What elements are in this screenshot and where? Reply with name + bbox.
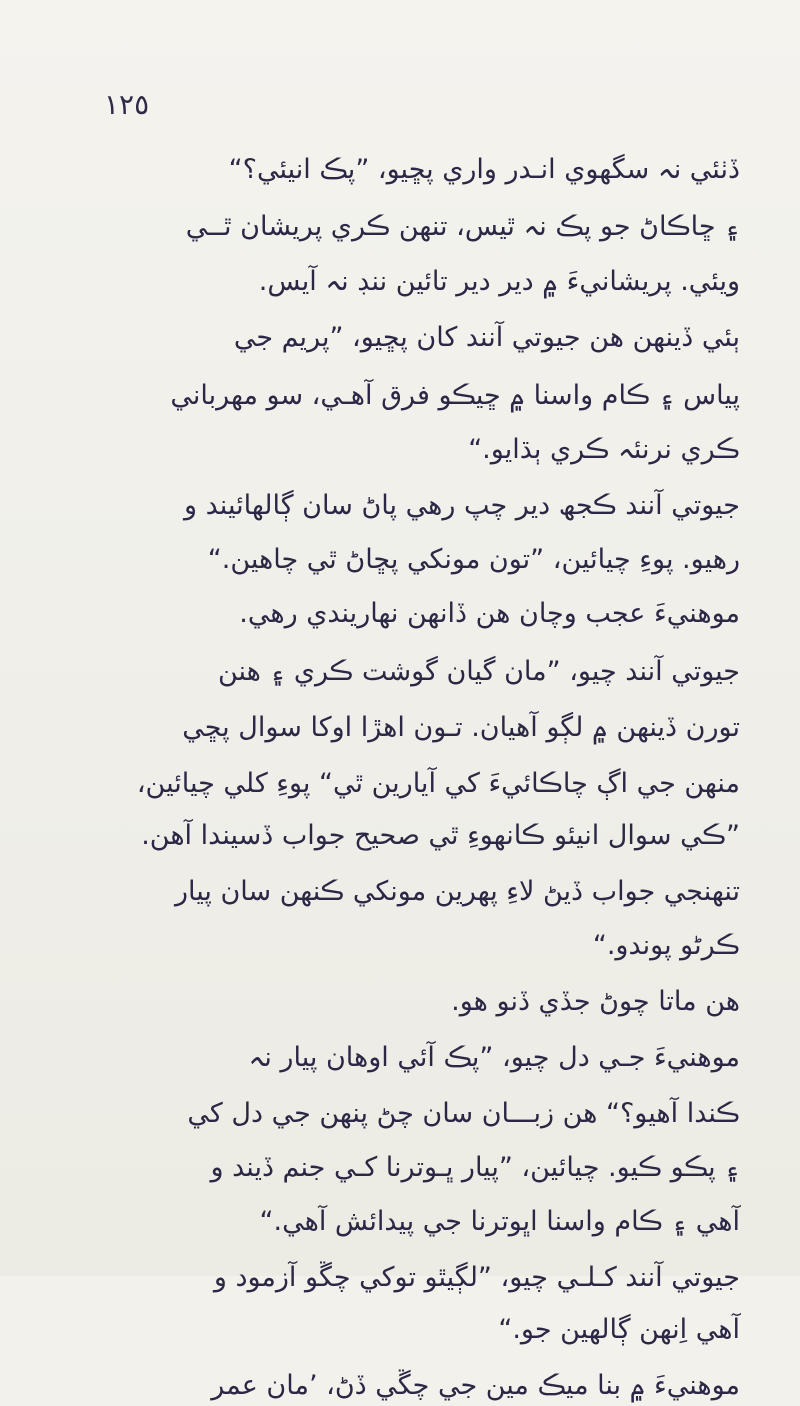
text-line: آهي اِنهن ڳالهين جو.“ xyxy=(498,1314,740,1345)
text-line: موهنيءَ جـي دل چيو، ”پڪ آئي اوهان پيار نہ xyxy=(248,1042,740,1073)
text-line: ٻئي ڏينهن هن جيوتي آنند کان پڇيو، ”پريم جي xyxy=(233,322,740,353)
text-line: آهي ۽ ڪام واسنا اڀوترنا جي پيدائش آهي.“ xyxy=(259,1206,740,1237)
text-line: ۽ ڇاڪاڻ جو پڪ نہ ٿيس، تنهن ڪري پريشان ٿــي xyxy=(185,211,740,242)
text-line: رهيو. پوءِ چيائين، ”تون مونکي پڇاڻ ٿي چاهين.“ xyxy=(207,544,740,575)
text-line: تنهنجي جواب ڏيڻ لاءِ پهرين مونکي ڪنهن سان پيار xyxy=(174,876,740,907)
text-line: ويئي. پريشانيءَ ۾ دير دير تائين ننڊ نہ آيس. xyxy=(258,266,740,297)
text-line: جيوتي آنند ڪجھ دير چپ رهي پاڻ سان ڳالهائيند و xyxy=(184,490,740,521)
text-line: تورن ڏينهن ۾ لڳو آهيان. تـون اهڙا اوکا سوال پڇي xyxy=(182,712,740,743)
text-line: موهنيءَ ۾ بنا ميڪ مين جي چڱي ڏڻ، ’مان عمر xyxy=(211,1370,740,1401)
text-line: موهنيءَ عجب وچان هن ڏانهن نهاريندي رهي. xyxy=(239,598,740,629)
text-line: ڪري نرنئہ ڪري ٻڌايو.“ xyxy=(468,434,740,465)
text-line: منهن جي اڳ چاڪائيءَ کي آيارين ٿي“ پوءِ کلي چيائين، xyxy=(136,768,740,799)
text-line: ۽ پڪو ڪيو. چيائين، ”پيار ڀـوترنا کـي جنم ڏيند و xyxy=(210,1152,740,1183)
text-line: جيوتي آنند کـلـي چيو، ”لڳيٿو توکي چڱو آزمود و xyxy=(213,1262,740,1293)
text-line: ڏٺئي نہ سگهوي انـدر واري پڇيو، ”پڪ انيئي؟“ xyxy=(228,154,740,185)
text-line: ”ڪي سوال انيئو ڪانهوءِ ٿي صحيح جواب ڏسيندا آهن. xyxy=(141,820,740,851)
text-line: هن ماتا چوڻ جڏي ڏنو هو. xyxy=(451,986,740,1017)
text-line: ڪرڻو پوندو.“ xyxy=(592,930,740,961)
text-line: ڪندا آهيو؟“ هن زبـــان سان چڻ پنهن جي دل کي xyxy=(187,1098,740,1129)
text-line: پياس ۽ ڪام واسنا ۾ ڇيڪو فرق آهـي، سو مهرباني xyxy=(170,380,740,411)
page-number: ١٢٥ xyxy=(104,88,150,121)
text-line: جيوتي آنند چيو، ”مان گيان گوشت ڪري ۽ هنن xyxy=(217,656,740,687)
